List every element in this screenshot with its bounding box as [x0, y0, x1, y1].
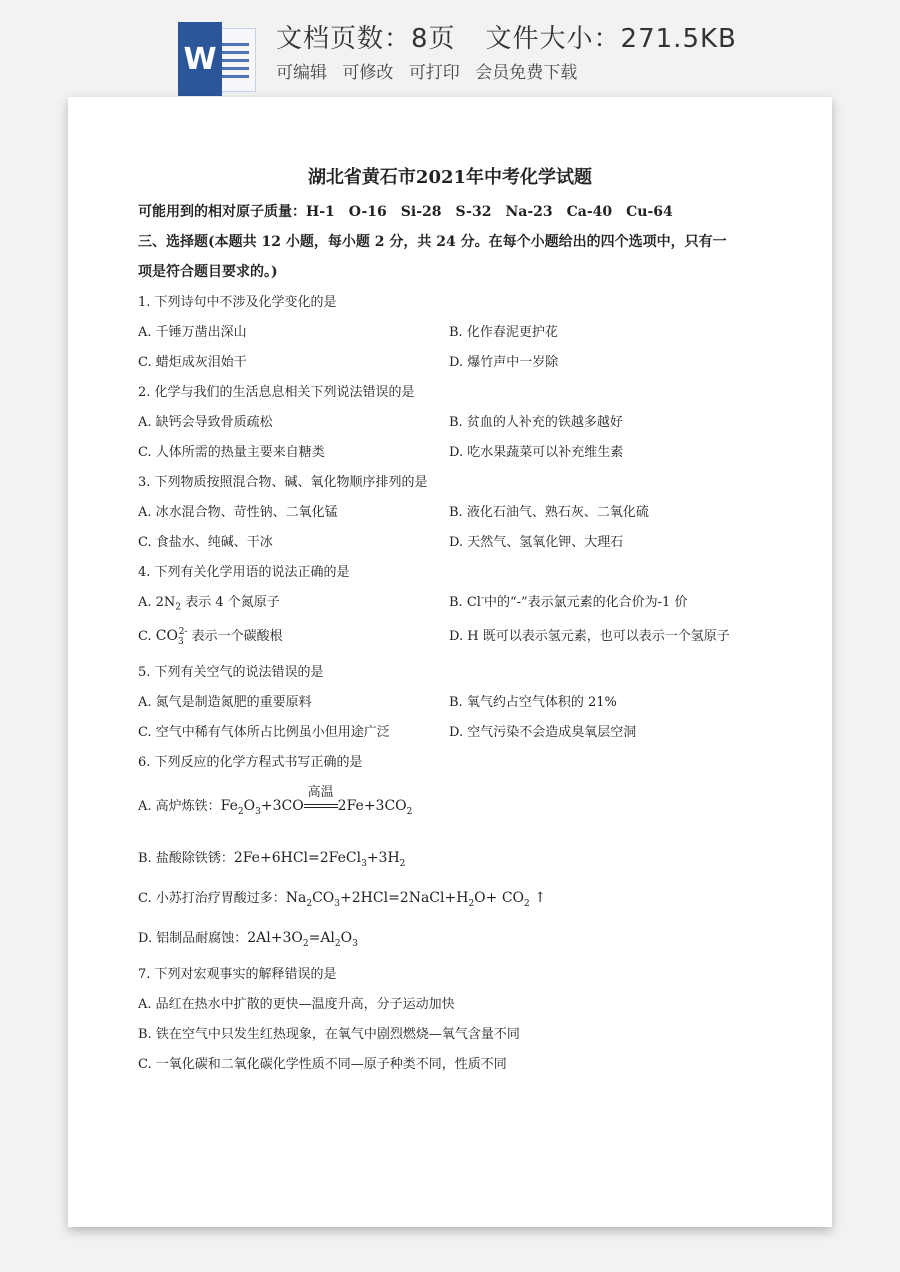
file-size: 文件大小：271.5KB	[485, 24, 737, 54]
option: B. 贫血的人补充的铁越多越好	[449, 415, 623, 430]
file-info	[276, 18, 767, 55]
section-heading-cont: 项是符合题目要求的。)	[138, 264, 278, 280]
question-4: 4. 下列有关化学用语的说法正确的是	[138, 565, 350, 580]
feature-item: 可编辑	[276, 63, 327, 83]
exam-title: 湖北省黄石市2021年中考化学试题	[307, 167, 593, 188]
option: D. H 既可以表示氢元素，也可以表示一个氢原子	[449, 629, 730, 644]
section-heading: 三、选择题(本题共 12 小题，每小题 2 分，共 24 分。在每个小题给出的四个选项中，只有一	[138, 234, 727, 250]
option: C. 空气中稀有气体所占比例虽小但用途广泛	[138, 725, 390, 740]
option: B. 液化石油气、熟石灰、二氧化硫	[449, 505, 649, 520]
option: D. 吃水果蔬菜可以补充维生素	[449, 445, 624, 460]
feature-list	[276, 58, 587, 83]
download-header	[0, 0, 900, 96]
feature-item: 会员免费下载	[475, 63, 578, 83]
option: A. 缺钙会导致骨质疏松	[138, 415, 273, 430]
question-6: 6. 下列反应的化学方程式书写正确的是	[138, 755, 363, 770]
option: D. 铝制品耐腐蚀：$2Al+3O_2=Al_2O_3$	[138, 930, 358, 949]
option: C. 人体所需的热量主要来自糖类	[138, 445, 325, 460]
option: A. 氮气是制造氮肥的重要原料	[138, 695, 312, 710]
option: B. 氧气约占空气体积的 21%	[449, 695, 617, 710]
question-2: 2. 化学与我们的生活息息相关下列说法错误的是	[138, 385, 415, 400]
option: C. $CO_3^{2-}$ 表示一个碳酸根	[138, 627, 283, 647]
option: A. 冰水混合物、苛性钠、二氧化锰	[138, 505, 338, 520]
feature-item: 可修改	[342, 63, 394, 83]
option: C. 食盐水、纯碱、干冰	[138, 535, 273, 550]
option: D. 空气污染不会造成臭氧层空洞	[449, 725, 637, 740]
question-7: 7. 下列对宏观事实的解释错误的是	[138, 967, 337, 982]
option: B. 盐酸除铁锈：$2Fe+6HCl=2FeCl_3+3H_2$	[138, 850, 406, 869]
option: A. 高炉炼铁：$Fe_2O_3+3CO$ 高温 $2Fe+3CO_2$	[138, 785, 413, 817]
document-page	[68, 97, 832, 1227]
atomic-mass-line: 可能用到的相对原子质量：H-1 O-16 Si-28 S-32 Na-23 Ca-40 Cu-64	[138, 204, 673, 220]
option: B. Cl-中的“-”表示氯元素的化合价为-1 价	[449, 593, 688, 610]
option: D. 爆竹声中一岁除	[449, 355, 559, 370]
option: C. 一氧化碳和二氧化碳化学性质不同—原子种类不同，性质不同	[138, 1057, 507, 1072]
feature-item: 可打印	[408, 63, 460, 83]
option: A. 千锤万凿出深山	[138, 325, 247, 340]
option: B. 化作春泥更护花	[449, 325, 558, 340]
question-1: 1. 下列诗句中不涉及化学变化的是	[138, 295, 337, 310]
word-document-icon: W	[178, 22, 258, 96]
option: A. 品红在热水中扩散的更快—温度升高，分子运动加快	[138, 997, 455, 1012]
question-5: 5. 下列有关空气的说法错误的是	[138, 665, 324, 680]
option: A. $2N_2$ 表示 4 个氮原子	[138, 595, 280, 613]
page-count: 文档页数：8页	[276, 24, 456, 54]
option: C. 蜡炬成灰泪始干	[138, 355, 247, 370]
option: B. 铁在空气中只发生红热现象，在氧气中剧烈燃烧—氧气含量不同	[138, 1027, 520, 1042]
question-3: 3. 下列物质按照混合物、碱、氧化物顺序排列的是	[138, 475, 428, 490]
option: D. 天然气、氢氧化钾、大理石	[449, 535, 624, 550]
option: C. 小苏打治疗胃酸过多：$Na_2CO_3+2HCl=2NaCl+H_2O+ CO_2$ ↑	[138, 890, 546, 909]
